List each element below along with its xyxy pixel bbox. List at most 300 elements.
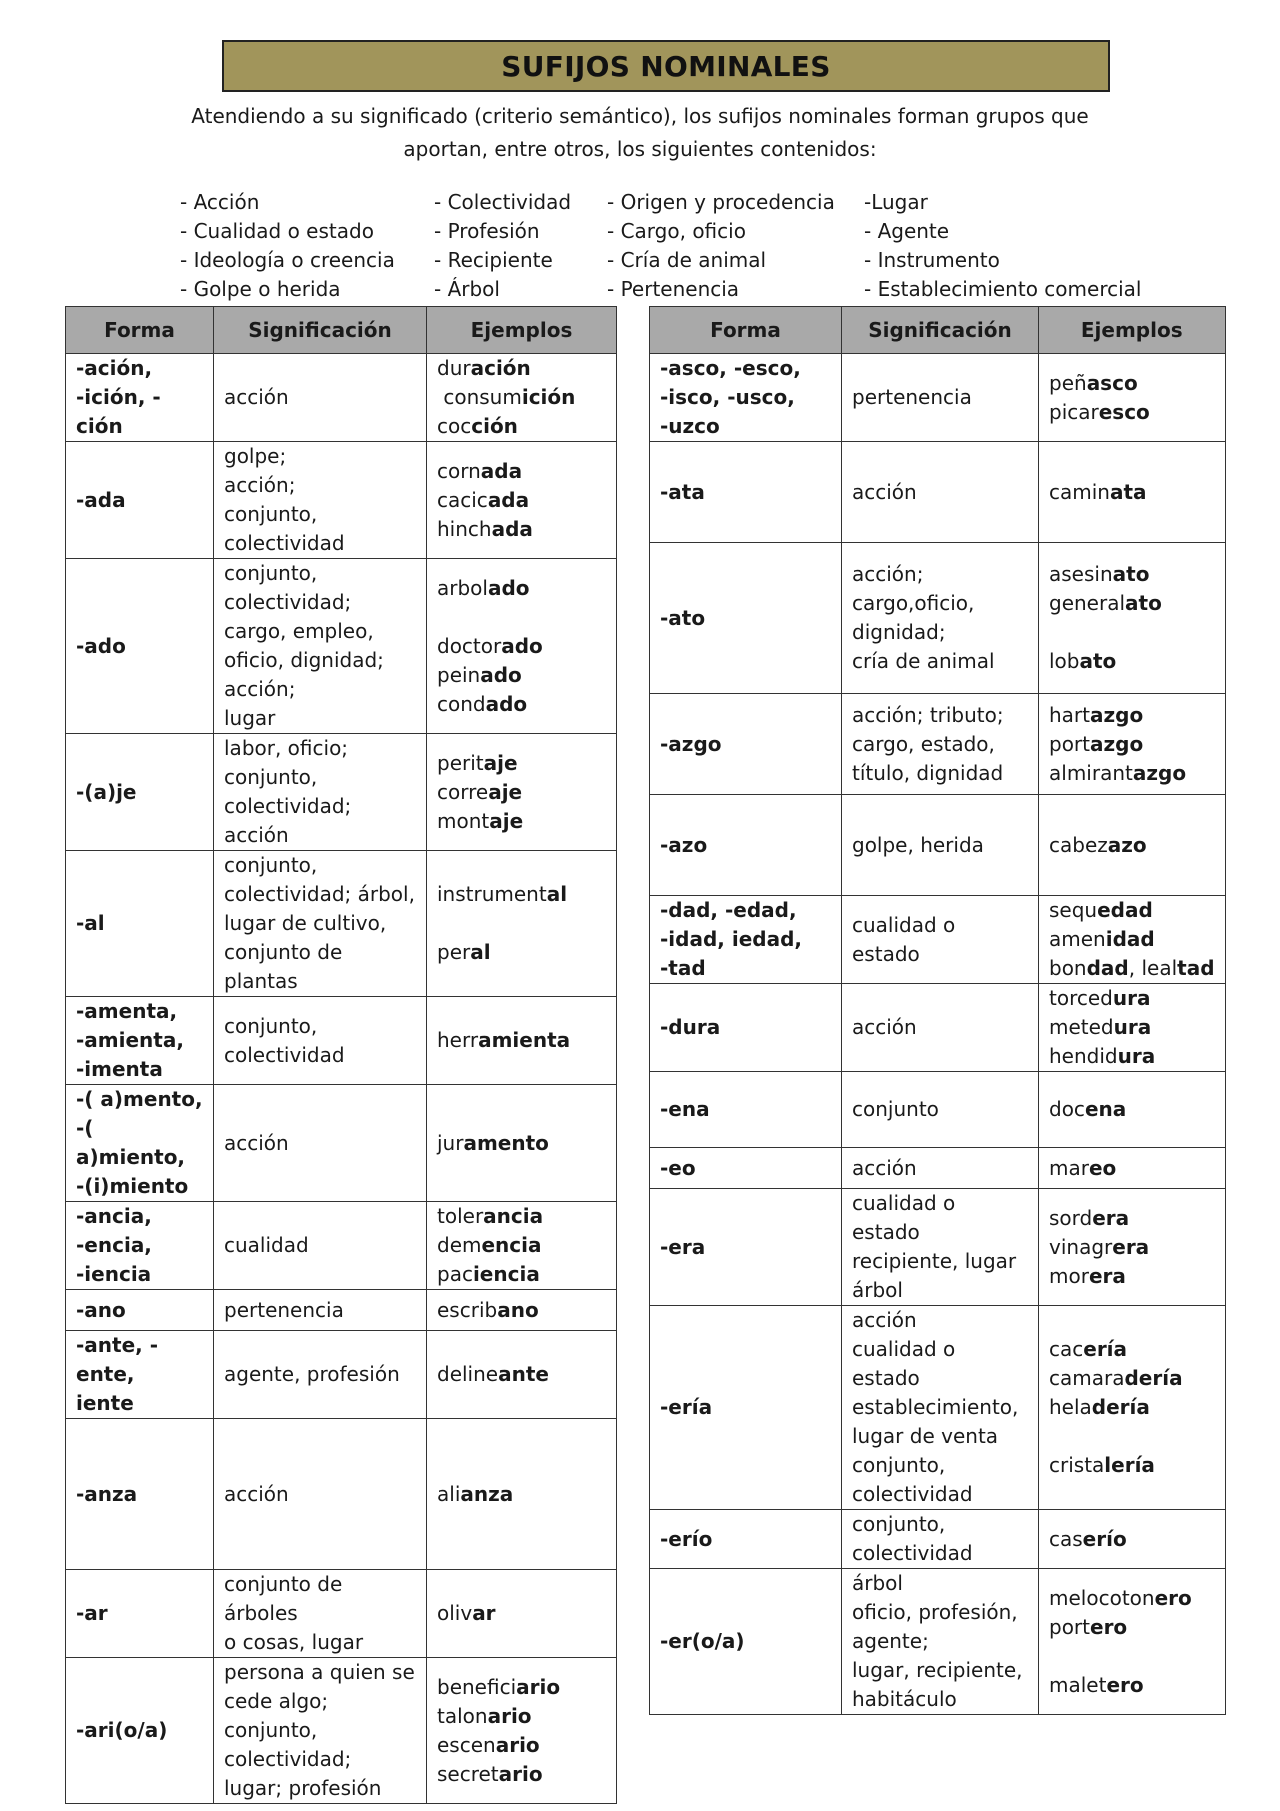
suffix-form: -( a)mento, -( a)miento, -(i)miento	[66, 1085, 214, 1202]
example-word	[437, 354, 606, 383]
example-suffix: tad	[1177, 956, 1215, 980]
example-stem: jur	[437, 1130, 464, 1155]
example-stem: instrument	[437, 882, 547, 906]
example-word	[1049, 896, 1215, 925]
suffix-form: -dad, -edad, -idad, iedad, -tad	[650, 896, 842, 984]
suffix-meaning: agente, profesión	[214, 1331, 427, 1419]
suffix-meaning: acción	[842, 442, 1039, 543]
suffix-form: -amenta, -amienta, -imenta	[66, 997, 214, 1085]
example-stem: torced	[1049, 986, 1113, 1010]
example-word	[437, 515, 606, 544]
example-stem: escrib	[437, 1297, 498, 1322]
example-suffix: eo	[1088, 1155, 1117, 1180]
suffix-meaning: pertenencia	[214, 1290, 427, 1331]
example-suffix: ante	[498, 1362, 549, 1386]
header-ejemplos: Ejemplos	[1039, 307, 1226, 354]
example-word	[1049, 1451, 1215, 1480]
example-suffix: ero	[1106, 1672, 1144, 1697]
example-stem: port	[1049, 731, 1090, 756]
suffix-meaning: cualidad	[214, 1202, 427, 1290]
page-title: SUFIJOS NOMINALES	[501, 49, 831, 83]
example-word	[1049, 560, 1215, 589]
suffix-examples	[1039, 1189, 1226, 1306]
example-word	[437, 1360, 606, 1389]
categories-col-1	[180, 188, 395, 304]
example-stem: general	[1049, 591, 1126, 615]
example-stem: hart	[1049, 702, 1090, 727]
example-suffix: ario	[516, 1674, 561, 1699]
example-word	[1049, 925, 1215, 954]
example-stem: doctor	[437, 633, 502, 658]
suffix-form: -al	[66, 851, 214, 997]
example-suffix: era	[1088, 1263, 1126, 1288]
category-item: - Acción	[180, 190, 260, 214]
suffix-meaning: conjunto, colectividad; cargo, empleo, oficio, dignidad; acción; lugar	[214, 559, 427, 734]
example-word	[1049, 1154, 1215, 1183]
table-row	[650, 1072, 1226, 1148]
example-stem: camin	[1049, 479, 1110, 504]
example-stem: hendid	[1049, 1044, 1118, 1068]
suffix-form: -ado	[66, 559, 214, 734]
category-item: - Árbol	[434, 277, 500, 301]
example-suffix: ura	[1112, 986, 1151, 1010]
example-stem: perit	[437, 750, 484, 775]
example-suffix: ería	[1083, 1337, 1128, 1361]
suffix-examples	[1039, 1148, 1226, 1189]
example-word	[437, 1260, 606, 1289]
example-stem: malet	[1049, 1672, 1107, 1697]
suffix-examples	[427, 559, 617, 734]
example-stem: corn	[437, 458, 481, 483]
example-suffix: ato	[1079, 649, 1117, 673]
example-stem: hela	[1049, 1395, 1092, 1419]
example-stem: ali	[437, 1481, 461, 1506]
suffix-meaning: conjunto	[842, 1072, 1039, 1148]
table-row	[66, 1419, 617, 1570]
categories-col-3	[607, 188, 835, 304]
example-stem: talon	[437, 1703, 488, 1728]
suffix-examples	[427, 1331, 617, 1419]
example-suffix: ario	[498, 1761, 543, 1786]
suffix-meaning: conjunto, colectividad; árbol, lugar de cultivo, conjunto de plantas	[214, 851, 427, 997]
example-word	[437, 603, 606, 632]
example-stem: mar	[1049, 1155, 1089, 1180]
table-row	[66, 1570, 617, 1658]
example-stem: corre	[437, 779, 489, 804]
example-suffix: encia	[481, 1233, 542, 1257]
example-stem: cond	[437, 691, 486, 716]
example-stem: hinch	[437, 516, 492, 541]
left-table-body	[66, 354, 617, 1804]
example-stem: toler	[437, 1204, 484, 1228]
categories-col-4	[864, 188, 1141, 304]
suffix-table-right	[649, 306, 1226, 1715]
suffix-meaning: árbol oficio, profesión, agente; lugar, recipiente, habitáculo	[842, 1569, 1039, 1715]
example-suffix: idad	[1105, 927, 1155, 951]
example-stem: peñ	[1049, 370, 1087, 395]
suffix-meaning: conjunto de árboles o cosas, lugar	[214, 1570, 427, 1658]
suffix-examples	[1039, 354, 1226, 442]
example-stem: pac	[437, 1262, 473, 1286]
example-suffix: ado	[487, 575, 530, 600]
example-stem: melocoton	[1049, 1585, 1155, 1610]
example-suffix: azgo	[1132, 760, 1187, 785]
example-suffix: erío	[1082, 1526, 1127, 1551]
suffix-form: -ante, -ente, iente	[66, 1331, 214, 1419]
category-item: - Origen y procedencia	[607, 190, 835, 214]
example-suffix: ata	[1109, 479, 1147, 504]
table-row	[66, 1290, 617, 1331]
example-word	[1049, 1233, 1215, 1262]
table-row	[66, 851, 617, 997]
example-suffix: esco	[1098, 399, 1150, 424]
suffix-form: -era	[650, 1189, 842, 1306]
suffix-form: -ada	[66, 442, 214, 559]
example-stem: asesin	[1049, 562, 1113, 586]
suffix-examples	[1039, 984, 1226, 1072]
suffix-meaning: cualidad o estado recipiente, lugar árbol	[842, 1189, 1039, 1306]
category-item: - Colectividad	[434, 190, 572, 214]
example-suffix: ero	[1154, 1585, 1192, 1610]
suffix-form: -ar	[66, 1570, 214, 1658]
example-suffix: azgo	[1090, 731, 1144, 756]
example-word	[1049, 984, 1215, 1013]
suffix-form: -erío	[650, 1510, 842, 1569]
suffix-meaning: conjunto, colectividad	[842, 1510, 1039, 1569]
header-ejemplos: Ejemplos	[427, 307, 617, 354]
example-stem: cabez	[1049, 832, 1108, 857]
example-suffix: ar	[472, 1601, 496, 1625]
table-row	[650, 543, 1226, 694]
suffix-meaning: labor, oficio; conjunto, colectividad; acción	[214, 734, 427, 851]
suffix-form: -anza	[66, 1419, 214, 1570]
example-word	[437, 457, 606, 486]
example-stem: crista	[1049, 1453, 1105, 1477]
example-suffix: era	[1112, 1234, 1150, 1259]
example-stem: herr	[437, 1028, 479, 1052]
suffix-form: -ancia, -encia, -iencia	[66, 1202, 214, 1290]
example-word	[1049, 618, 1215, 647]
suffix-meaning: acción	[214, 1419, 427, 1570]
category-item: - Instrumento	[864, 248, 1000, 272]
example-word	[1049, 369, 1215, 398]
table-row	[66, 559, 617, 734]
suffix-examples	[1039, 543, 1226, 694]
example-word	[437, 1702, 606, 1731]
example-word	[437, 1296, 606, 1325]
suffix-meaning: conjunto, colectividad	[214, 997, 427, 1085]
example-word	[1049, 1584, 1215, 1613]
suffix-meaning: acción; cargo,oficio, dignidad; cría de animal	[842, 543, 1039, 694]
example-stem: arbol	[437, 575, 488, 600]
suffix-meaning: acción cualidad o estado establecimiento, lugar de venta conjunto, colectividad	[842, 1306, 1039, 1510]
example-word	[1049, 1671, 1215, 1700]
example-suffix: ato	[1125, 591, 1162, 615]
suffix-examples	[427, 1419, 617, 1570]
example-word	[437, 1599, 606, 1628]
suffix-examples	[1039, 1306, 1226, 1510]
example-stem: lob	[1049, 649, 1080, 673]
left-table-wrap	[65, 306, 617, 1804]
suffix-examples	[1039, 795, 1226, 896]
suffix-form: -asco, -esco, -isco, -usco, -uzco	[650, 354, 842, 442]
example-word	[437, 938, 606, 967]
example-word	[1049, 398, 1215, 427]
header-forma: Forma	[66, 307, 214, 354]
example-suffix: ura	[1117, 1044, 1156, 1068]
example-word	[437, 1480, 606, 1509]
table-row	[66, 1658, 617, 1804]
title-box	[222, 40, 1110, 92]
suffix-form: -er(o/a)	[650, 1569, 842, 1715]
example-suffix: lería	[1104, 1453, 1155, 1477]
category-item: - Profesión	[434, 219, 540, 243]
example-stem: meted	[1049, 1015, 1114, 1039]
suffix-form: -ería	[650, 1306, 842, 1510]
category-item: - Recipiente	[434, 248, 553, 272]
example-word	[1049, 1422, 1215, 1451]
suffix-examples	[1039, 694, 1226, 795]
category-item: - Agente	[864, 219, 950, 243]
suffix-meaning: acción	[842, 1148, 1039, 1189]
example-stem: consum	[437, 385, 522, 409]
suffix-examples	[1039, 442, 1226, 543]
suffix-examples	[1039, 896, 1226, 984]
suffix-meaning: acción; tributo; cargo, estado, título, dignidad	[842, 694, 1039, 795]
suffix-form: -ari(o/a)	[66, 1658, 214, 1804]
example-stem: dem	[437, 1233, 482, 1257]
example-word	[1049, 1095, 1215, 1124]
example-word	[1049, 1042, 1215, 1071]
example-word	[1049, 647, 1215, 676]
example-stem: cas	[1049, 1526, 1083, 1551]
example-word	[1049, 1013, 1215, 1042]
example-word	[1049, 831, 1215, 860]
suffix-meaning: cualidad o estado	[842, 896, 1039, 984]
right-table-body	[650, 354, 1226, 1715]
example-suffix: azgo	[1090, 702, 1144, 727]
suffix-examples	[427, 1290, 617, 1331]
category-item: - Pertenencia	[607, 277, 740, 301]
suffix-meaning: persona a quien se cede algo; conjunto, colectividad; lugar; profesión	[214, 1658, 427, 1804]
example-stem: bon	[1049, 956, 1087, 980]
example-stem: almirant	[1049, 760, 1133, 785]
example-suffix: ada	[491, 516, 533, 541]
example-stem: amen	[1049, 927, 1106, 951]
example-word	[1049, 1335, 1215, 1364]
suffix-examples	[427, 442, 617, 559]
example-suffix: ado	[485, 691, 528, 716]
example-suffix: ado	[501, 633, 543, 658]
category-item: - Cargo, oficio	[607, 219, 746, 243]
example-suffix: al	[546, 882, 568, 906]
example-word	[437, 1202, 606, 1231]
example-word	[437, 909, 606, 938]
example-word	[1049, 1613, 1215, 1642]
example-word	[437, 574, 606, 603]
example-word	[437, 632, 606, 661]
example-stem: pein	[437, 662, 481, 687]
suffix-examples	[427, 851, 617, 997]
example-suffix: ición	[521, 385, 576, 409]
suffix-meaning: acción	[214, 1085, 427, 1202]
example-suffix: ción	[471, 414, 518, 438]
example-stem: cacic	[437, 487, 488, 512]
example-stem: escen	[437, 1732, 496, 1757]
header-significacion: Significación	[842, 307, 1039, 354]
table-header-row	[650, 307, 1226, 354]
suffix-examples	[427, 997, 617, 1085]
example-stem: dur	[437, 356, 471, 380]
category-item: - Cría de animal	[607, 248, 767, 272]
suffix-examples	[427, 734, 617, 851]
example-suffix: dad	[1086, 956, 1129, 980]
example-word	[437, 749, 606, 778]
example-word	[437, 807, 606, 836]
suffix-form: -ación, -ición, -ción	[66, 354, 214, 442]
table-row	[650, 442, 1226, 543]
intro-paragraph: Atendiendo a su significado (criterio semántico), los sufijos nominales forman grupos que aportan, entre otros, los siguientes contenidos:	[191, 104, 1089, 161]
example-suffix: ura	[1113, 1015, 1152, 1039]
category-item: - Golpe o herida	[180, 277, 341, 301]
example-stem: mont	[437, 808, 490, 833]
example-suffix: edad	[1097, 898, 1153, 922]
example-word	[1049, 1393, 1215, 1422]
example-word	[1049, 589, 1215, 618]
example-word	[1049, 730, 1215, 759]
example-word	[437, 1760, 606, 1789]
example-suffix: dería	[1091, 1395, 1150, 1419]
example-suffix: anza	[460, 1481, 514, 1506]
example-suffix: al	[470, 940, 491, 964]
suffix-meaning: acción	[214, 354, 427, 442]
header-forma: Forma	[650, 307, 842, 354]
example-stem: picar	[1049, 399, 1099, 424]
example-stem: cac	[1049, 1337, 1084, 1361]
example-suffix: ada	[480, 458, 523, 483]
example-word	[1049, 1204, 1215, 1233]
example-word	[437, 383, 606, 412]
example-suffix: ato	[1112, 562, 1150, 586]
example-stem: mor	[1049, 1263, 1089, 1288]
example-suffix: dería	[1124, 1366, 1183, 1390]
table-row	[650, 1569, 1226, 1715]
categories-list	[0, 188, 1280, 306]
example-stem: coc	[437, 414, 472, 438]
suffix-form: -dura	[650, 984, 842, 1072]
example-word	[437, 1731, 606, 1760]
suffix-examples	[1039, 1510, 1226, 1569]
suffix-form: -ano	[66, 1290, 214, 1331]
suffix-meaning: golpe, herida	[842, 795, 1039, 896]
category-item: - Establecimiento comercial	[864, 277, 1142, 301]
example-suffix: ario	[495, 1732, 540, 1757]
table-row	[66, 354, 617, 442]
example-suffix: aje	[483, 750, 518, 775]
example-word	[437, 1026, 606, 1055]
table-header-row	[66, 307, 617, 354]
example-word	[1049, 1262, 1215, 1291]
example-word	[437, 690, 606, 719]
category-item: - Cualidad o estado	[180, 219, 374, 243]
example-suffix: ancia	[483, 1204, 544, 1228]
suffix-form: -ata	[650, 442, 842, 543]
table-row	[66, 1202, 617, 1290]
example-suffix: ena	[1084, 1097, 1127, 1121]
table-row	[66, 1085, 617, 1202]
example-suffix: ada	[487, 487, 530, 512]
example-suffix: ario	[487, 1703, 532, 1728]
example-suffix: ado	[480, 662, 522, 687]
example-stem: sord	[1049, 1205, 1093, 1230]
example-word	[437, 880, 606, 909]
suffix-examples	[427, 1658, 617, 1804]
example-suffix: amento	[463, 1130, 549, 1155]
table-row	[650, 1189, 1226, 1306]
example-suffix: ero	[1090, 1614, 1128, 1639]
header-significacion: Significación	[214, 307, 427, 354]
table-row	[650, 354, 1226, 442]
example-stem: secret	[437, 1761, 499, 1786]
example-word	[437, 778, 606, 807]
example-suffix: aje	[488, 779, 523, 804]
table-row	[650, 1306, 1226, 1510]
example-stem: camara	[1049, 1366, 1125, 1390]
table-row	[650, 984, 1226, 1072]
suffix-form: -eo	[650, 1148, 842, 1189]
table-row	[650, 896, 1226, 984]
table-row	[66, 1331, 617, 1419]
suffix-examples	[427, 1570, 617, 1658]
table-row	[650, 1510, 1226, 1569]
example-word	[437, 1129, 606, 1158]
example-stem: oliv	[437, 1601, 473, 1625]
suffix-form: -ato	[650, 543, 842, 694]
table-row	[66, 442, 617, 559]
suffix-examples	[427, 1085, 617, 1202]
example-suffix: ano	[497, 1297, 539, 1322]
example-suffix: amienta	[478, 1028, 571, 1052]
example-word	[437, 1231, 606, 1260]
example-word	[437, 412, 606, 441]
example-suffix: era	[1092, 1205, 1130, 1230]
table-row	[650, 795, 1226, 896]
example-stem: vinagr	[1049, 1234, 1113, 1259]
example-word	[1049, 759, 1215, 788]
table-row	[650, 1148, 1226, 1189]
suffix-meaning: pertenencia	[842, 354, 1039, 442]
suffix-meaning: golpe; acción; conjunto, colectividad	[214, 442, 427, 559]
example-word	[1049, 478, 1215, 507]
example-suffix: aje	[489, 808, 524, 833]
table-row	[650, 694, 1226, 795]
category-item: - Ideología o creencia	[180, 248, 395, 272]
example-stem: deline	[437, 1362, 499, 1386]
table-row	[66, 734, 617, 851]
example-word	[1049, 701, 1215, 730]
example-stem: port	[1049, 1614, 1090, 1639]
example-suffix: asco	[1086, 370, 1138, 395]
example-word	[437, 661, 606, 690]
category-item: -Lugar	[864, 190, 928, 214]
example-suffix: iencia	[472, 1262, 540, 1286]
example-stem: per	[437, 940, 471, 964]
example-word	[437, 1673, 606, 1702]
suffix-examples	[1039, 1072, 1226, 1148]
example-stem: , leal	[1128, 956, 1178, 980]
suffix-examples	[427, 1202, 617, 1290]
example-suffix: azo	[1107, 832, 1147, 857]
